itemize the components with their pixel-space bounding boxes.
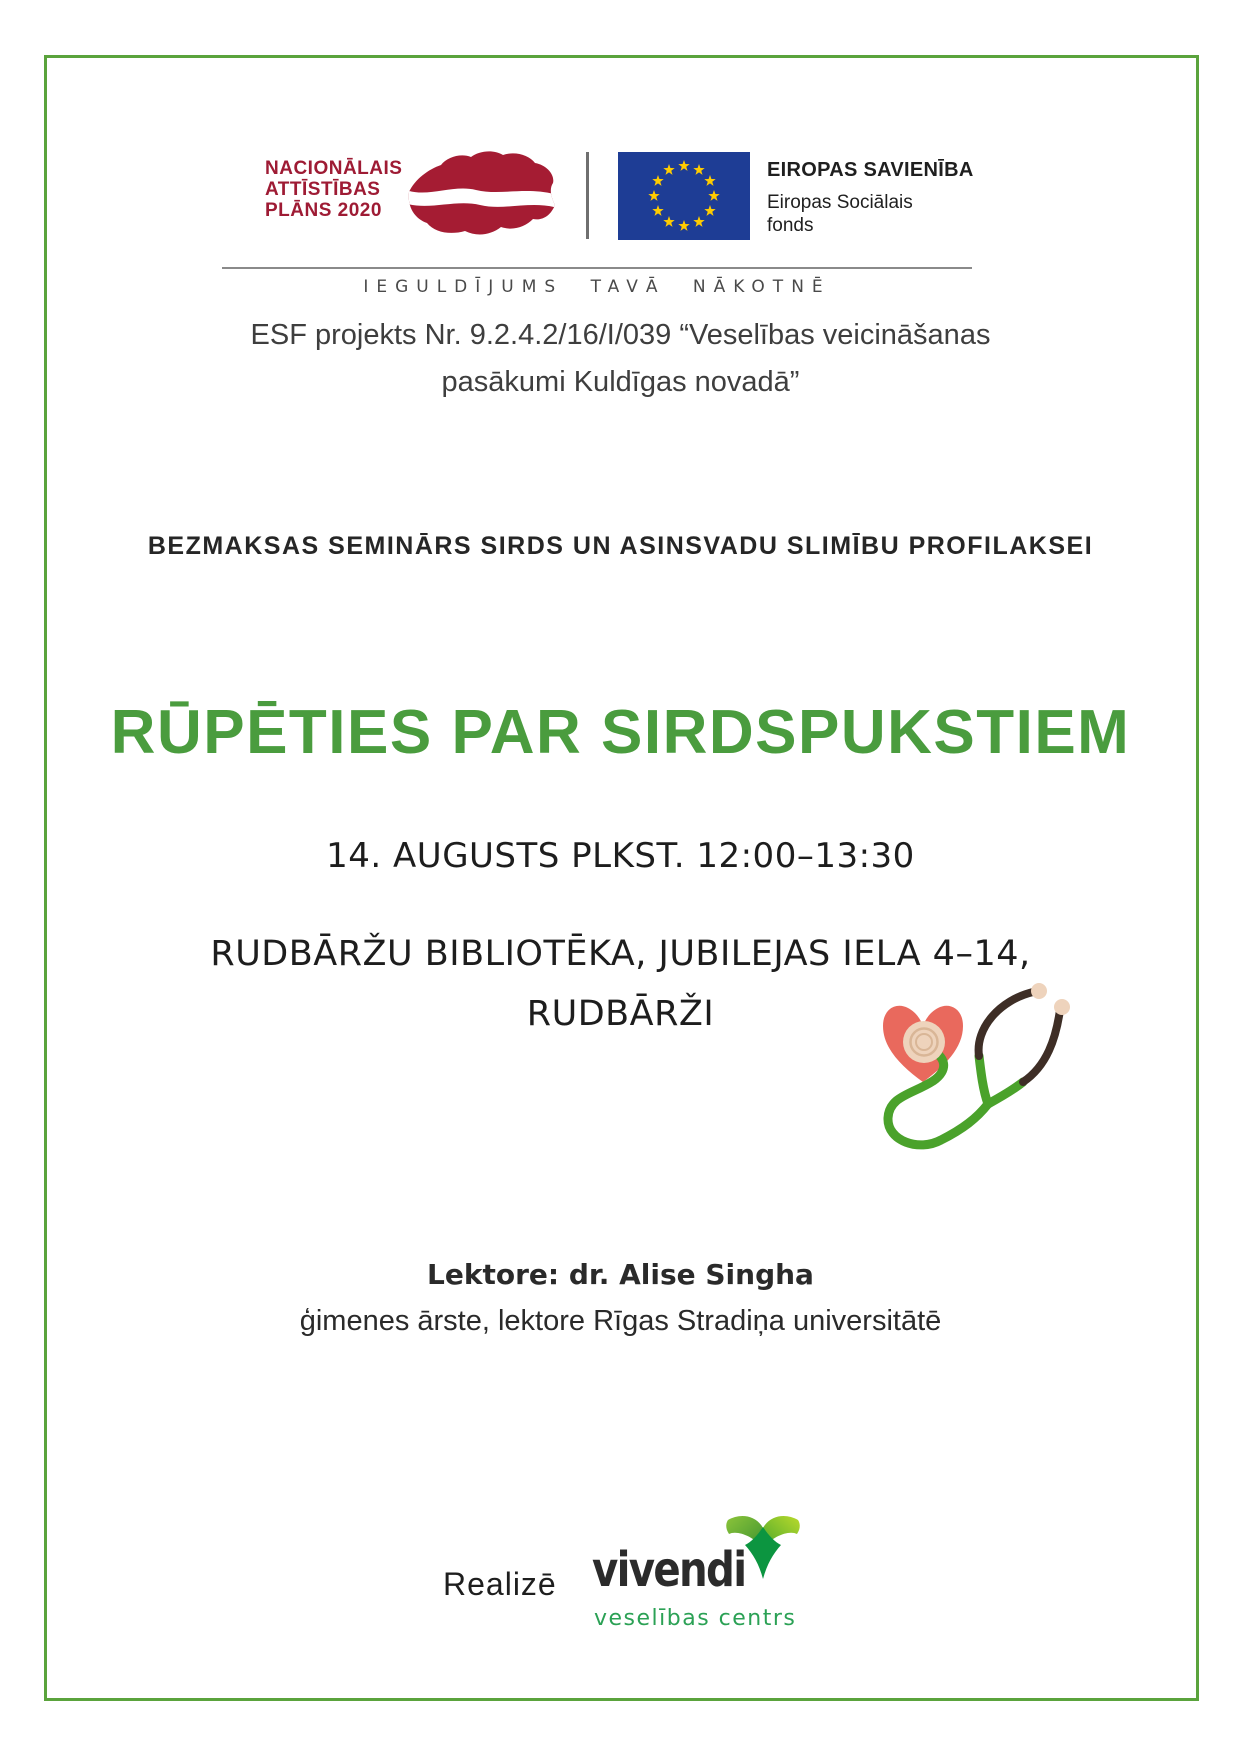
eu-logo-text (767, 159, 974, 237)
nap-logo-line: NACIONĀLAIS (265, 158, 403, 179)
motto-rule-line (222, 267, 972, 269)
seminar-kicker: BEZMAKSAS SEMINĀRS SIRDS UN ASINSVADU SLIMĪBU PROFILAKSEI (147, 532, 1094, 560)
realize-label: Realizē (443, 1566, 557, 1602)
heart-stethoscope-icon (875, 978, 1085, 1167)
latvia-map-flag-icon (404, 148, 558, 244)
seminar-title: RŪPĒTIES PAR SIRDSPUKSTIEM (110, 698, 1131, 767)
esf-project-line: ESF projekts Nr. 9.2.4.2/16/I/039 “Veselības veicināšanas (250, 319, 991, 351)
nap-logo-line: PLĀNS 2020 (265, 200, 382, 221)
seminar-location-line: RUDBĀRŽI (526, 994, 715, 1034)
funding-motto: IEGULDĪJUMS TAVĀ NĀKOTNĒ (363, 277, 831, 297)
seminar-location-line: RUDBĀRŽU BIBLIOTĒKA, JUBILEJAS IELA 4–14, (210, 934, 1031, 974)
nap2020-logo-text (265, 158, 402, 221)
vivendi-tagline: veselības centrs (594, 1606, 797, 1631)
nap-logo-line: ATTĪSTĪBAS (265, 179, 381, 200)
eu-flag-stars-icon (618, 152, 750, 244)
logo-divider-line (586, 152, 589, 239)
esf-project-text (0, 312, 1241, 406)
eu-logo-subtitle: Eiropas Sociālais (767, 192, 913, 213)
green-border-frame (44, 55, 1199, 1701)
vivendi-leaf-icon (725, 1514, 801, 1584)
vivendi-wordmark: vivendi (592, 1542, 746, 1598)
seminar-datetime: 14. AUGUSTS PLKST. 12:00–13:30 (326, 836, 915, 876)
lecturer-name: Lektore: dr. Alise Singha (427, 1258, 814, 1291)
lecturer-block (0, 1252, 1241, 1344)
eu-logo-title: EIROPAS SAVIENĪBA (767, 159, 974, 181)
eu-logo-subtitle: fonds (767, 215, 814, 236)
esf-project-line: pasākumi Kuldīgas novadā” (441, 366, 800, 398)
lecturer-detail: ģimenes ārste, lektore Rīgas Stradiņa universitātē (299, 1305, 942, 1337)
